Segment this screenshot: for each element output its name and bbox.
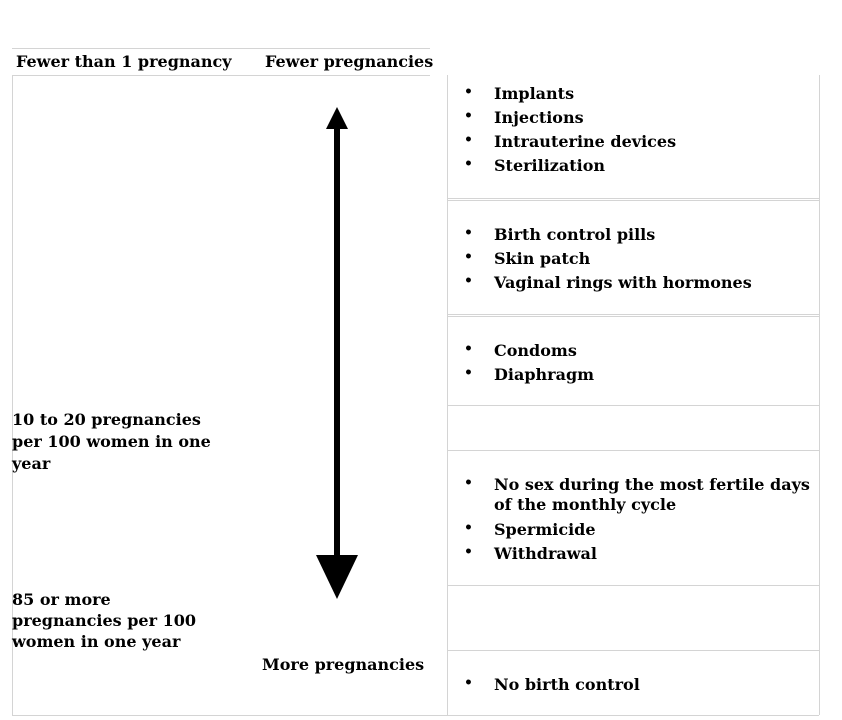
row-divider-3 [448,314,819,315]
row-divider-7 [448,585,819,586]
method-item: • No sex during the most fertile days of the monthly cycle [464,475,810,514]
row-divider-4 [448,316,819,317]
row-divider-8 [448,650,819,651]
row-divider-5 [448,405,819,406]
method-item: • Vaginal rings with hormones [464,273,752,292]
methods-group-5 [448,475,818,568]
arrow-head-down-icon [316,555,358,599]
methods-column-right-border [819,75,820,715]
arrow-top-label: Fewer pregnancies [265,52,434,71]
header-bottom-border [12,75,430,76]
arrow-shaft [334,127,340,559]
bullet-icon: • [464,225,473,241]
bullet-icon: • [464,156,473,172]
method-item: • Withdrawal [464,544,597,563]
bullet-icon: • [464,520,473,536]
methods-group-1 [448,84,818,180]
methods-group-7 [448,675,818,699]
arrow-head-up-icon [326,107,348,129]
row-divider-6 [448,450,819,451]
row-divider-1 [448,198,819,199]
method-item: • Birth control pills [464,225,656,244]
bullet-icon: • [464,675,473,691]
header-top-border [12,48,430,49]
method-item: • Implants [464,84,575,103]
effectiveness-label-middle: 10 to 20 pregnancies per 100 women in one year [12,410,211,473]
bullet-icon: • [464,341,473,357]
bullet-icon: • [464,365,473,381]
method-item: • Sterilization [464,156,606,175]
method-item: • Diaphragm [464,365,595,384]
bullet-icon: • [464,475,473,491]
bullet-icon: • [464,108,473,124]
method-item: • Skin patch [464,249,591,268]
bullet-icon: • [464,273,473,289]
bullet-icon: • [464,132,473,148]
method-item: • Intrauterine devices [464,132,677,151]
methods-group-2 [448,225,818,297]
bullet-icon: • [464,249,473,265]
method-item: • Condoms [464,341,577,360]
method-item: • No birth control [464,675,640,694]
left-column-header: Fewer than 1 pregnancy [16,52,232,71]
bullet-icon: • [464,544,473,560]
method-item: • Spermicide [464,520,596,539]
methods-group-3 [448,341,818,389]
effectiveness-arrow [314,105,360,601]
row-divider-2 [448,200,819,201]
effectiveness-label-bottom: 85 or more pregnancies per 100 women in one year [12,590,196,651]
table-bottom-border [12,715,819,716]
bullet-icon: • [464,84,473,100]
method-item: • Injections [464,108,584,127]
arrow-bottom-label: More pregnancies [262,655,425,674]
